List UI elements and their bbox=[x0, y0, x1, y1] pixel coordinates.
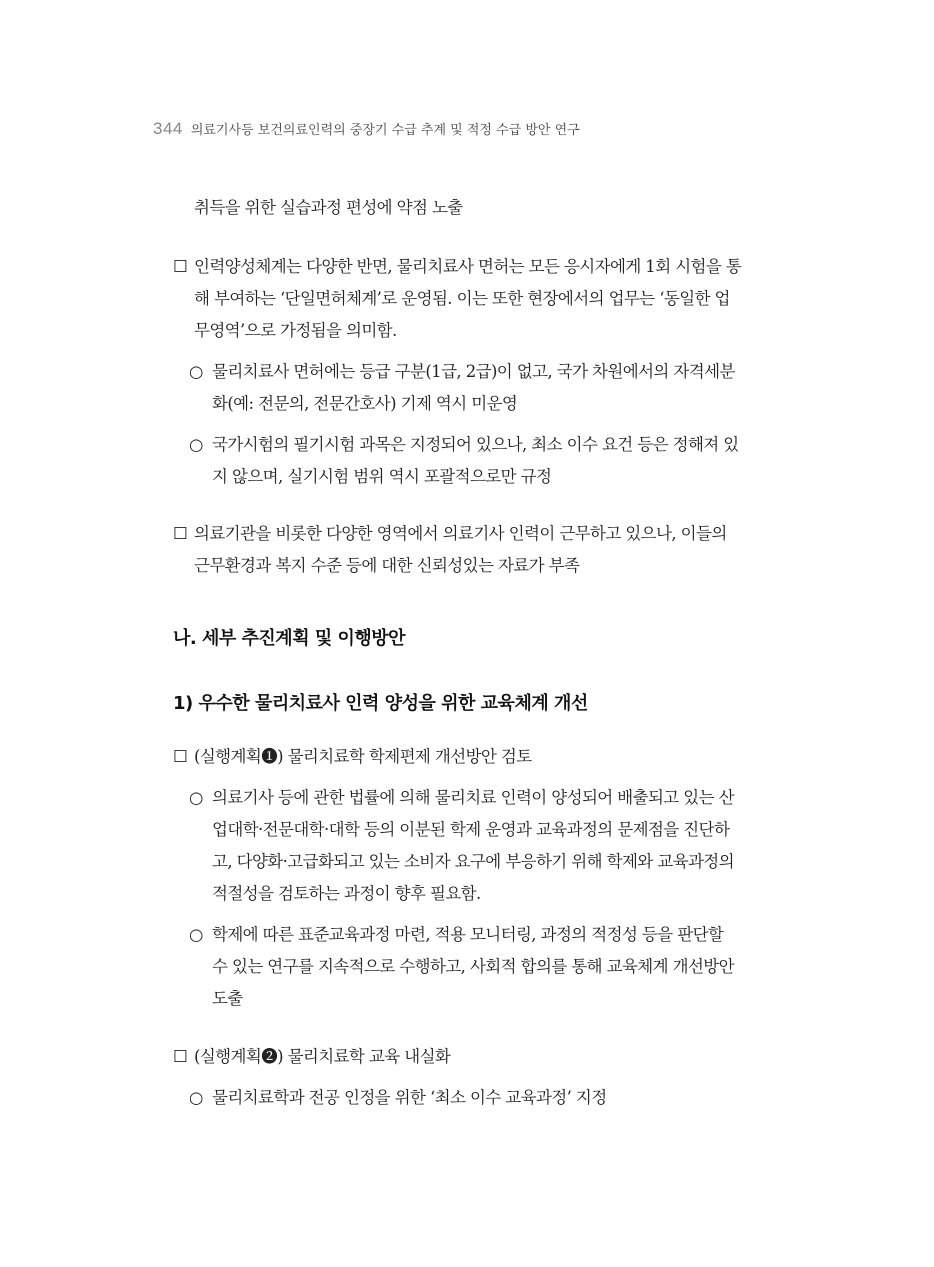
square-bullet-icon: ☐ bbox=[173, 524, 188, 543]
paragraph-line: 무영역’으로 가정됨을 의미함. bbox=[194, 321, 397, 340]
paragraph-line: 의료기관을 비롯한 다양한 영역에서 의료기사 인력이 근무하고 있으나, 이들의 bbox=[194, 524, 727, 543]
paragraph-line: 국가시험의 필기시험 과목은 지정되어 있으나, 최소 이수 요건 등은 정해져 있 bbox=[212, 435, 739, 454]
continuation-line: 취득을 위한 실습과정 편성에 약점 노출 bbox=[194, 198, 463, 217]
paragraph-line: 적절성을 검토하는 과정이 향후 필요함. bbox=[212, 884, 481, 903]
paragraph-line: 수 있는 연구를 지속적으로 수행하고, 사회적 합의를 통해 교육체계 개선방안 bbox=[212, 957, 734, 976]
circle-bullet-icon: ○ bbox=[189, 362, 203, 381]
paragraph-line: 물리치료학과 전공 인정을 위한 ‘최소 이수 교육과정’ 지정 bbox=[212, 1088, 607, 1107]
square-item-work-environment bbox=[173, 518, 727, 582]
paragraph-line: 학제에 따른 표준교육과정 마련, 적용 모니터링, 과정의 적정성 등을 판단할 bbox=[212, 925, 724, 944]
circle-bullet-icon: ○ bbox=[189, 435, 203, 454]
section-heading: 나. 세부 추진계획 및 이행방안 bbox=[173, 628, 406, 649]
square-bullet-icon: ☐ bbox=[173, 747, 188, 766]
circle-bullet-icon: ○ bbox=[189, 788, 203, 807]
circle-item-license-grade bbox=[189, 356, 735, 420]
running-header-title: 의료기사등 보건의료인력의 중장기 수급 추계 및 적정 수급 방안 연구 bbox=[190, 123, 580, 138]
paragraph-line: (실행계획❷) 물리치료학 교육 내실화 bbox=[194, 1047, 451, 1066]
paragraph-line: (실행계획❶) 물리치료학 학제편제 개선방안 검토 bbox=[194, 747, 532, 766]
paragraph-line: 도출 bbox=[212, 989, 243, 1008]
square-item-plan-2 bbox=[173, 1041, 450, 1073]
paragraph-line: 의료기사 등에 관한 법률에 의해 물리치료 인력이 양성되어 배출되고 있는 산 bbox=[212, 788, 734, 807]
paragraph-line: 지 않으며, 실기시험 범위 역시 포괄적으로만 규정 bbox=[212, 467, 552, 486]
square-bullet-icon: ☐ bbox=[173, 257, 188, 276]
circle-item-national-exam bbox=[189, 429, 739, 493]
paragraph-line: 업대학·전문대학·대학 등의 이분된 학제 운영과 교육과정의 문제점을 진단하 bbox=[212, 820, 730, 839]
paragraph-line: 해 부여하는 ‘단일면허체계’로 운영됨. 이는 또한 현장에서의 업무는 ‘동일한 업 bbox=[194, 289, 730, 308]
running-header bbox=[153, 119, 580, 139]
circle-item-plan-1-curriculum bbox=[189, 919, 734, 1015]
page-number: 344 bbox=[153, 119, 183, 138]
circle-bullet-icon: ○ bbox=[189, 1088, 203, 1107]
paragraph-line: 인력양성체계는 다양한 반면, 물리치료사 면허는 모든 응시자에게 1회 시험을 통 bbox=[194, 257, 742, 276]
square-bullet-icon: ☐ bbox=[173, 1047, 188, 1066]
square-item-plan-1 bbox=[173, 741, 532, 773]
circle-item-plan-1-diagnosis bbox=[189, 782, 734, 910]
paragraph-line: 물리치료사 면허에는 등급 구분(1급, 2급)이 없고, 국가 차원에서의 자격세분 bbox=[212, 362, 735, 381]
square-item-license-system bbox=[173, 251, 741, 347]
paragraph-line: 근무환경과 복지 수준 등에 대한 신뢰성있는 자료가 부족 bbox=[194, 556, 580, 575]
paragraph-line: 고, 다양화·고급화되고 있는 소비자 요구에 부응하기 위해 학제와 교육과정의 bbox=[212, 852, 734, 871]
circle-bullet-icon: ○ bbox=[189, 925, 203, 944]
circle-item-plan-2-minimum-curriculum bbox=[189, 1082, 607, 1114]
paragraph-line: 화(예: 전문의, 전문간호사) 기제 역시 미운영 bbox=[212, 394, 518, 413]
subsection-heading: 1) 우수한 물리치료사 인력 양성을 위한 교육체계 개선 bbox=[173, 693, 588, 714]
